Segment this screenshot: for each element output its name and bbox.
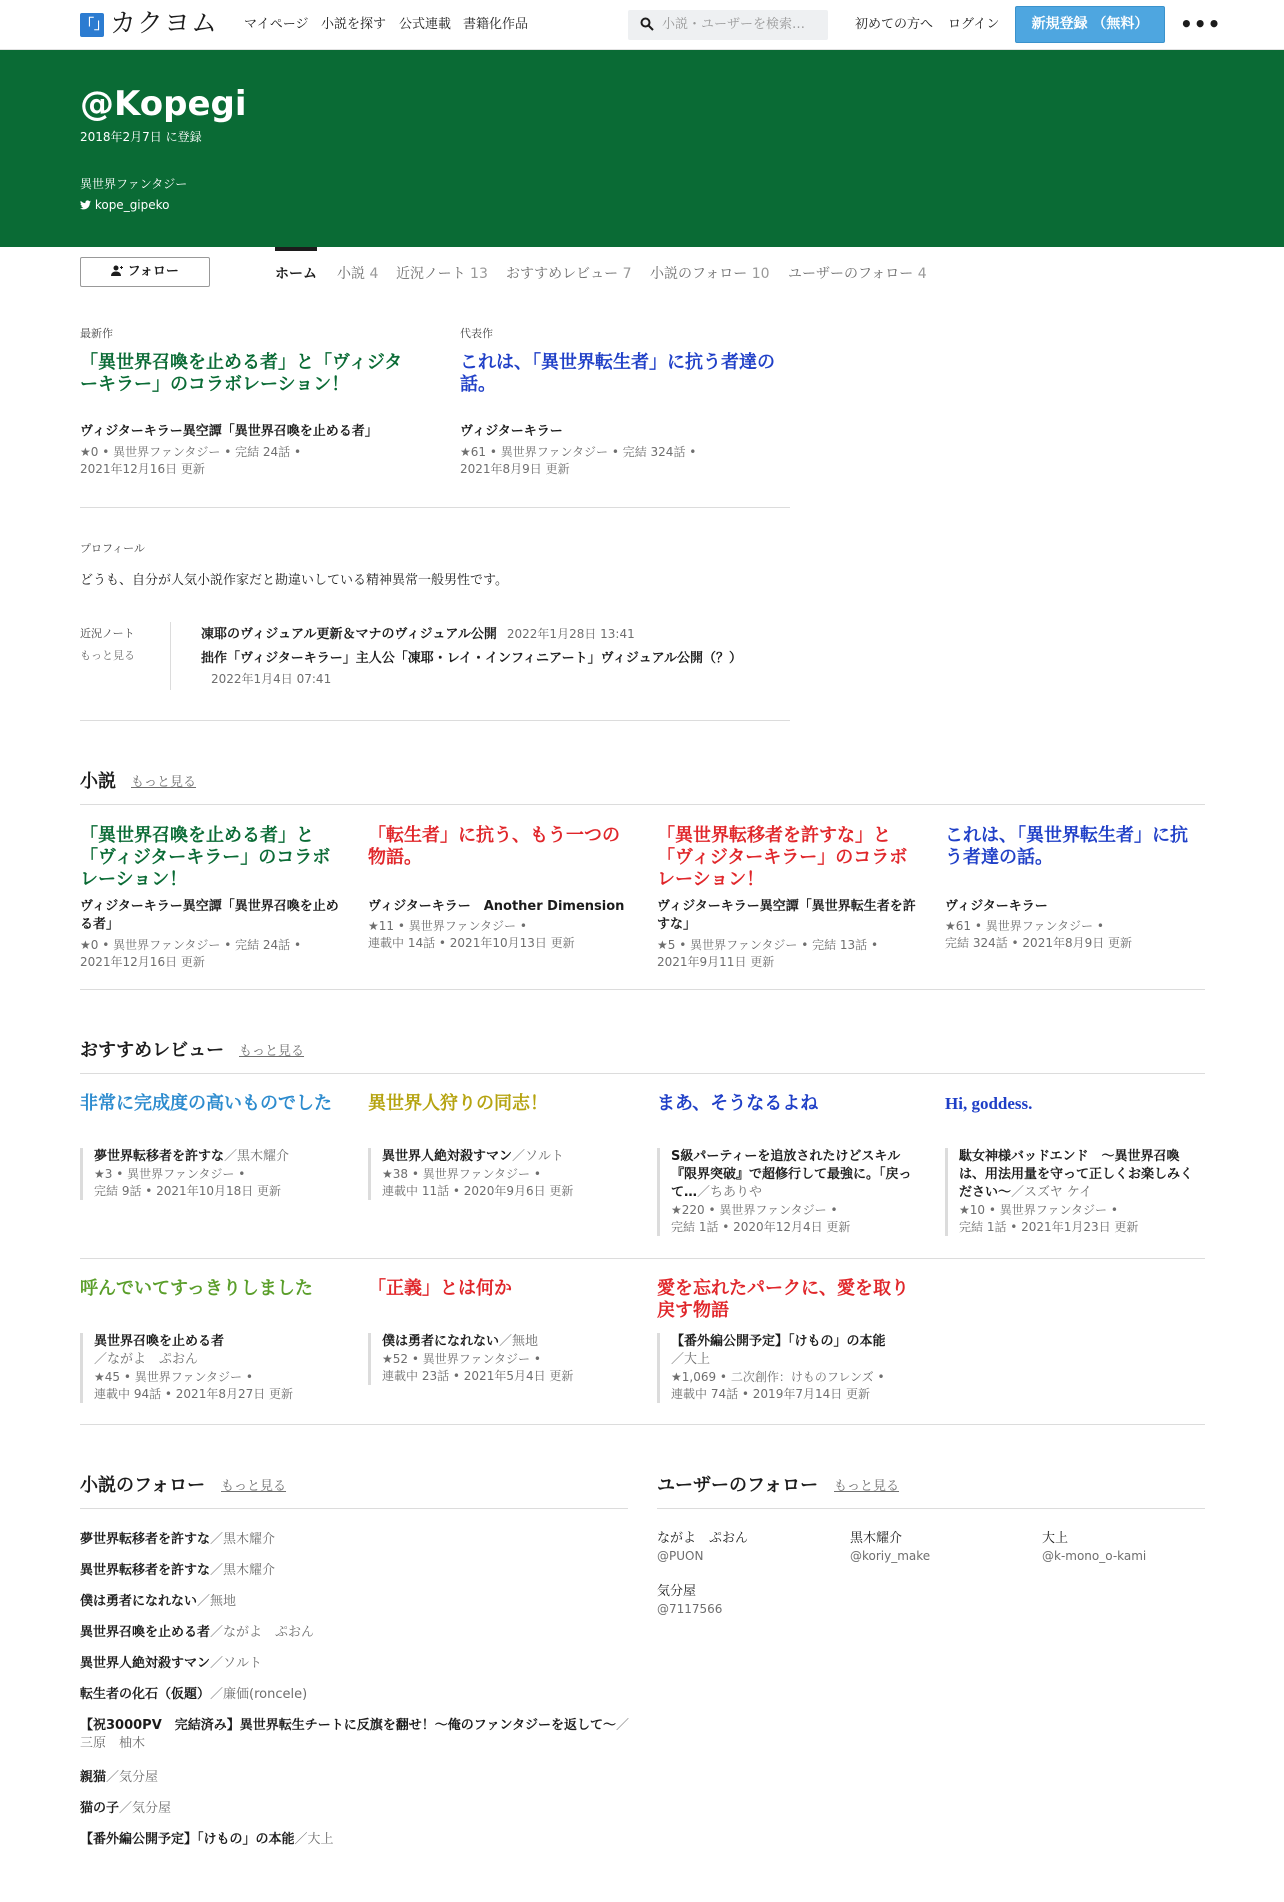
divider: [80, 989, 1205, 990]
followed-novel[interactable]: 親猫／気分屋: [80, 1770, 159, 1785]
review-catchphrase[interactable]: Hi, goddess.: [945, 1094, 1033, 1113]
divider: [80, 720, 790, 721]
novel-meta: ★11 • 異世界ファンタジー •: [368, 919, 527, 933]
twitter-link[interactable]: [80, 197, 170, 213]
followed-novel[interactable]: 【番外編公開予定】「けもの」の本能／大上: [80, 1832, 334, 1847]
representative-updated: 2021年8月9日 更新: [460, 462, 570, 476]
divider: [80, 507, 790, 508]
follow-button[interactable]: [80, 257, 210, 287]
nav-search-novels[interactable]: 小説を探す: [321, 17, 387, 32]
nav-mypage[interactable]: マイページ: [244, 17, 309, 32]
novel-updated: 完結 324話 • 2021年8月9日 更新: [945, 936, 1133, 950]
novels-section-title: 小説: [80, 771, 116, 792]
active-tab-indicator: [275, 247, 317, 251]
notes-divider: [170, 622, 171, 690]
profile-banner: [0, 50, 1284, 247]
logo-mark[interactable]: 「」: [80, 13, 104, 37]
novel-updated: 2021年12月16日 更新: [80, 955, 205, 969]
twitter-handle: kope_gipeko: [94, 198, 170, 212]
review-catchphrase[interactable]: 愛を忘れたパークに、愛を取り戻す物語: [657, 1278, 909, 1321]
user-genre: 異世界ファンタジー: [80, 177, 188, 191]
latest-meta: ★0 • 異世界ファンタジー • 完結 24話 •: [80, 445, 302, 459]
logo-text[interactable]: カクヨム: [110, 9, 219, 39]
novel-updated: 2021年9月11日 更新: [657, 955, 775, 969]
more-menu-icon[interactable]: •••: [1180, 12, 1222, 36]
search-icon: [640, 17, 654, 31]
review-work-card[interactable]: 僕は勇者になれない／無地 ★52 • 異世界ファンタジー • 連載中 23話 • 2021年5月4日 更新: [368, 1333, 628, 1385]
novel-title[interactable]: ヴィジターキラー異空譚「異世界転生者を許すな」: [657, 899, 916, 932]
notes-label: 近況ノート: [80, 627, 135, 640]
review-catchphrase[interactable]: 非常に完成度の高いものでした: [80, 1093, 332, 1114]
tab-home[interactable]: ホーム: [275, 266, 317, 282]
review-work-card[interactable]: 夢世界転移者を許すな／黒木耀介 ★3 • 異世界ファンタジー • 完結 9話 • 2021年10月18日 更新: [80, 1148, 340, 1200]
divider: [657, 1508, 1205, 1509]
novel-follows-more-link[interactable]: もっと見る: [221, 1479, 287, 1494]
profile-text: どうも、自分が人気小説作家だと勘違いしている精神異常一般男性です。: [80, 573, 508, 588]
followed-user[interactable]: 黒木耀介 @koriy_make: [850, 1531, 931, 1563]
followed-user[interactable]: 気分屋 @7117566: [657, 1584, 723, 1616]
review-catchphrase[interactable]: 異世界人狩りの同志！: [368, 1093, 548, 1114]
user-add-icon: [111, 265, 123, 276]
profile-label: プロフィール: [80, 542, 145, 555]
search-input[interactable]: [628, 10, 828, 40]
representative-meta: ★61 • 異世界ファンタジー • 完結 324話 •: [460, 445, 697, 459]
user-follows-more-link[interactable]: もっと見る: [834, 1479, 900, 1494]
site-header: [0, 0, 1284, 50]
followed-novel[interactable]: 【祝3000PV 完結済み】異世界転生チートに反旗を翻せ！〜俺のファンタジーを返して〜／三原 柚木: [80, 1718, 630, 1751]
latest-title[interactable]: ヴィジターキラー異空譚「異世界召喚を止める者」: [80, 424, 378, 439]
review-work-card[interactable]: S級パーティーを追放されたけどスキル『限界突破』で超修行して最強に。「戻って…／ちありや ★220 • 異世界ファンタジー • 完結 1話 • 2020年12月4日 更新: [657, 1148, 917, 1236]
twitter-icon: [80, 200, 91, 210]
divider: [80, 1258, 1205, 1259]
reviews-more-link[interactable]: もっと見る: [239, 1044, 305, 1059]
divider: [80, 1073, 1205, 1074]
representative-label: 代表作: [460, 327, 493, 340]
tab-novels[interactable]: 小説 4: [337, 266, 379, 282]
novel-meta: ★0 • 異世界ファンタジー • 完結 24話 •: [80, 938, 302, 952]
note-item[interactable]: 凍耶のヴィジュアル更新＆マナのヴィジュアル公開 2022年1月28日 13:41: [201, 627, 635, 642]
novel-title[interactable]: ヴィジターキラー Another Dimension: [368, 899, 625, 914]
login-link[interactable]: ログイン: [948, 17, 1000, 32]
tab-reviews[interactable]: おすすめレビュー 7: [506, 266, 632, 282]
tab-notes[interactable]: 近況ノート 13: [396, 266, 488, 282]
novel-catchphrase[interactable]: これは、「異世界転生者」に抗う者達の話。: [945, 825, 1188, 868]
followed-novel[interactable]: 転生者の化石（仮題）／廉価(roncele): [80, 1687, 308, 1702]
followed-novel[interactable]: 異世界転移者を許すな／黒木耀介: [80, 1563, 276, 1578]
review-work-card[interactable]: 駄女神様バッドエンド ～異世界召喚は、用法用量を守って正しくお楽しみください～／スズヤ ケイ ★10 • 異世界ファンタジー • 完結 1話 • 2021年1月23日 更新: [945, 1148, 1205, 1236]
reviews-section-title: おすすめレビュー: [80, 1040, 225, 1061]
followed-novel[interactable]: 僕は勇者になれない／無地: [80, 1594, 237, 1609]
novel-title[interactable]: ヴィジターキラー: [945, 899, 1048, 914]
signup-button[interactable]: 新規登録 （無料）: [1015, 6, 1165, 43]
latest-catchphrase[interactable]: 「異世界召喚を止める者」と「ヴィジターキラー」のコラボレーション！: [80, 352, 403, 395]
joined-date: 2018年2月7日 に登録: [80, 130, 202, 144]
representative-title[interactable]: ヴィジターキラー: [460, 424, 563, 439]
notes-more-link[interactable]: もっと見る: [80, 649, 135, 662]
nav-official-series[interactable]: 公式連載: [399, 17, 452, 32]
user-follows-section-title: ユーザーのフォロー: [657, 1475, 819, 1496]
review-work-card[interactable]: 異世界召喚を止める者 ／ながよ ぷおん ★45 • 異世界ファンタジー • 連載中 94話 • 2021年8月27日 更新: [80, 1333, 340, 1403]
latest-updated: 2021年12月16日 更新: [80, 462, 205, 476]
novel-meta: ★5 • 異世界ファンタジー • 完結 13話 •: [657, 938, 879, 952]
tab-user-follows[interactable]: ユーザーのフォロー 4: [788, 266, 927, 282]
divider: [80, 804, 1205, 805]
search-placeholder: 小説・ユーザーを検索…: [662, 17, 806, 32]
followed-novel[interactable]: 異世界召喚を止める者／ながよ ぷおん: [80, 1625, 315, 1640]
novel-follows-section-title: 小説のフォロー: [80, 1475, 206, 1496]
followed-user[interactable]: 大上 @k-mono_o-kami: [1042, 1531, 1147, 1563]
novel-meta: ★61 • 異世界ファンタジー •: [945, 919, 1104, 933]
review-catchphrase[interactable]: 「正義」とは何か: [368, 1278, 512, 1299]
tab-novel-follows[interactable]: 小説のフォロー 10: [650, 266, 770, 282]
first-time-link[interactable]: 初めての方へ: [855, 17, 934, 32]
novel-catchphrase[interactable]: 「転生者」に抗う、もう一つの物語。: [368, 825, 620, 868]
followed-novel[interactable]: 猫の子／気分屋: [80, 1801, 172, 1816]
review-work-card[interactable]: 異世界人絶対殺すマン／ソルト ★38 • 異世界ファンタジー • 連載中 11話 • 2020年9月6日 更新: [368, 1148, 628, 1200]
nav-books[interactable]: 書籍化作品: [463, 17, 529, 32]
user-name: @Kopegi: [80, 84, 247, 124]
latest-label: 最新作: [80, 327, 113, 340]
followed-user[interactable]: ながよ ぷおん @PUON: [657, 1531, 749, 1563]
novel-catchphrase[interactable]: 「異世界召喚を止める者」と「ヴィジターキラー」のコラボレーション！: [80, 825, 331, 890]
novel-title[interactable]: ヴィジターキラー異空譚「異世界召喚を止める者」: [80, 899, 339, 932]
novels-more-link[interactable]: もっと見る: [131, 775, 197, 790]
review-work-card[interactable]: 【番外編公開予定】「けもの」の本能 ／大上 ★1,069 • 二次創作：けものフレンズ • 連載中 74話 • 2019年7月14日 更新: [657, 1333, 917, 1403]
follow-label: フォロー: [127, 264, 179, 279]
novel-updated: 連載中 14話 • 2021年10月13日 更新: [368, 936, 575, 950]
representative-catchphrase[interactable]: これは、「異世界転生者」に抗う者達の話。: [460, 352, 775, 395]
divider: [80, 1424, 1205, 1425]
review-catchphrase[interactable]: まあ、そうなるよね: [657, 1093, 819, 1114]
divider: [80, 1508, 628, 1509]
followed-novel[interactable]: 異世界人絶対殺すマン／ソルト: [80, 1656, 263, 1671]
review-catchphrase[interactable]: 呼んでいてすっきりしました: [80, 1278, 313, 1299]
note-item[interactable]: 拙作「ヴィジターキラー」主人公「凍耶・レイ・インフィニアート」ヴィジュアル公開（？）2022年1月4日 07:41: [201, 651, 743, 686]
followed-novel[interactable]: 夢世界転移者を許すな／黒木耀介: [80, 1532, 276, 1547]
novel-catchphrase[interactable]: 「異世界転移者を許すな」と「ヴィジターキラー」のコラボレーション！: [657, 825, 908, 890]
